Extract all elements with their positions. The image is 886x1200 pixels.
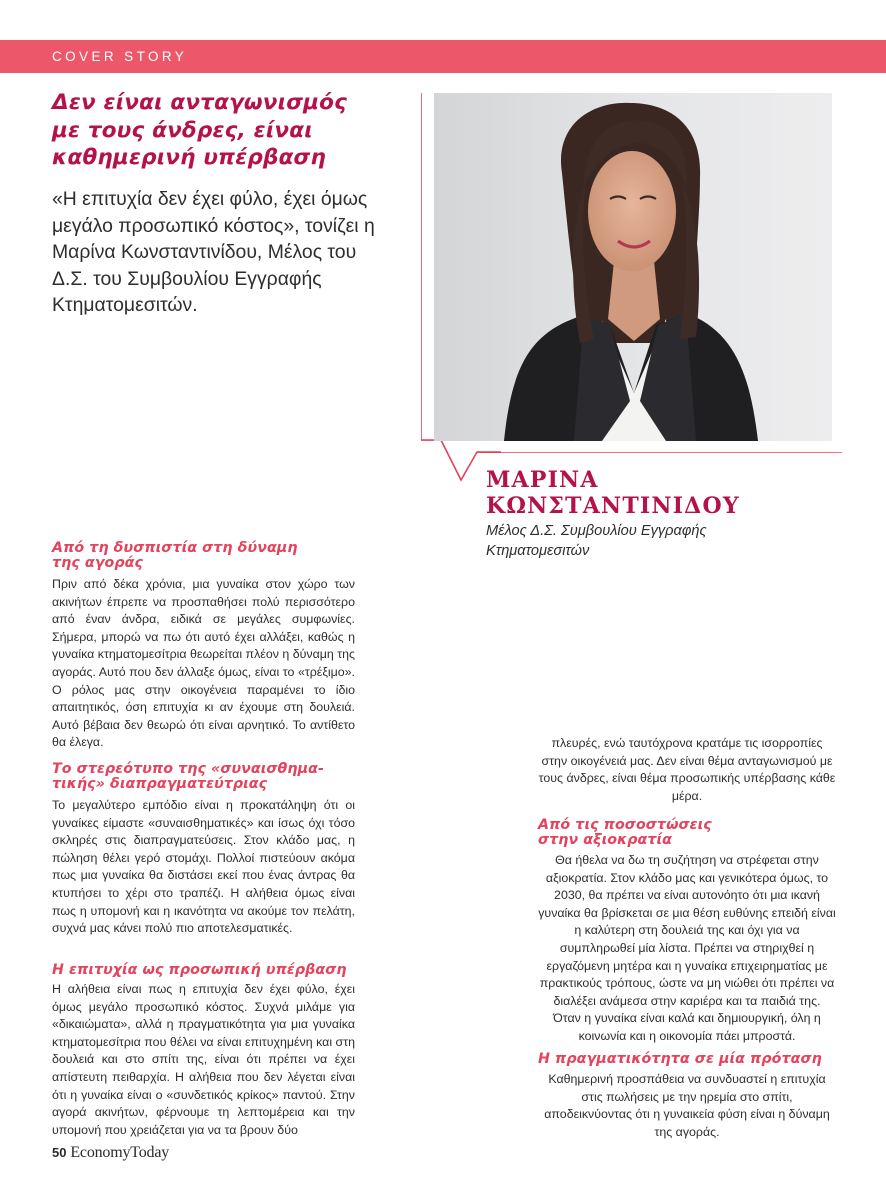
face [588,151,676,271]
headline-line: Δεν είναι ανταγωνισμός [52,90,348,115]
body-paragraph: Η αλήθεια είναι πως η επιτυχία δεν έχει φύλο, έχει όμως μεγάλο προσωπικό κόστος. Συχνά μιλάμε για «δικαιώματα», αλλά η πραγματικότητα για μια γυναίκα κτηματομεσίτρια που θέλει να είναι επιτυχημένη και στη δουλειά και στο σπίτι της, είναι ότι πρέπει να έχει απίστευτη πειθαρχία. Η αλήθεια που δεν λέγεται είναι ότι η γυναίκα είναι ο «συνδετικός κρίκος» παντού. Στην αγορά ακινήτων, φέρνουμε τη λεπτομέρεια και την υπομονή που χρειάζεται για να τα βρουν δύο [52,982,355,1137]
profile-role-line: Μέλος Δ.Σ. Συμβουλίου Εγγραφής [486,523,707,539]
subheading [538,1052,836,1067]
profile-name [486,468,740,519]
article-lede: «Η επιτυχία δεν έχει φύλο, έχει όμως μεγάλο προσωπικό κόστος», τονίζει η Μαρίνα Κωνσταντινίδου, Μέλος του Δ.Σ. του Συμβουλίου Εγγραφής Κτηματομεσιτών. [52,188,375,316]
body-paragraph: Πριν από δέκα χρόνια, μια γυναίκα στον χώρο των ακινήτων έπρεπε να προσπαθήσει πολύ περισσότερο από έναν άνδρα, ειδικά σε μεγάλες συμφωνίες. Σήμερα, μπορώ να πω ότι αυτό έχει αλλάξει, καθώς η γυναίκα κτηματομεσίτρια θεωρείται πλέον η δύναμη της αγοράς. Αυτό που δεν άλλαξε όμως, είναι το «τρέξιμο». Ο ρόλος μας στην οικογένεια παραμένει το ίδιο απαιτητικός, όση επιτυχία κι αν έχουμε στη δουλειά. Αυτό βέβαια δεν θεωρώ ότι είναι αρνητικό. Το αντίθετο θα έλεγα. [52,577,355,750]
subheading-line: Η επιτυχία ως προσωπική υπέρβαση [52,962,347,978]
subheading [538,818,836,848]
page-folio [52,1144,169,1162]
magazine-brand: EconomyToday [70,1144,170,1161]
subheading-line: στην αξιοκρατία [538,832,673,848]
subheading [52,762,362,792]
portrait-illustration [434,93,832,441]
profile-role-line: Κτηματομεσιτών [486,543,590,559]
subheading-line: της αγοράς [52,555,143,571]
article-headline [52,89,382,172]
headline-line: καθημερινή υπέρβαση [52,145,327,170]
subheading-line: Από τις ποσοστώσεις [538,817,712,833]
body-paragraph: Καθημερινή προσπάθεια να συνδυαστεί η επιτυχία στις πωλήσεις με την ηρεμία στο σπίτι, αποδεικνύοντας ότι η γυναικεία φύση είναι η δύναμη της αγοράς. [544,1072,830,1139]
body-paragraph: πλευρές, ενώ ταυτόχρονα κρατάμε τις ισορροπίες στην οικογένειά μας. Δεν είναι θέμα ανταγωνισμού με τους άνδρες, είναι θέμα προσωπικής υπέρβασης κάθε μέρα. [538,736,836,803]
headline-line: με τους άνδρες, είναι [52,117,313,143]
section-band [0,40,886,73]
subheading [52,963,372,978]
subheading-line: Η πραγματικότητα σε μία πρόταση [538,1051,822,1067]
body-paragraph: Θα ήθελα να δω τη συζήτηση να στρέφεται στην αξιοκρατία. Στον κλάδο μας και γενικότερα όμως, το 2030, θα πρέπει να είναι αυτονόητο ότι μια ικανή γυναίκα θα βρίσκεται σε μια θέση ευθύνης επειδή είναι η καλύτερη στη δουλειά της και όχι για να συμπληρωθεί μία λίστα. Πρέπει να στηριχθεί η εργαζόμενη μητέρα και η γυναίκα επιχειρηματίας με πρακτικούς τρόπους, ώστε να μη νιώθει ότι πρέπει να διαλέξει ανάμεσα στην καριέρα και τα παιδιά της. Όταν η γυναίκα είναι καλά και δημιουργική, όλη η κοινωνία και η οικονομία πάει μπροστά. [538,853,836,1043]
subheading-line: Από τη δυσπιστία στη δύναμη [52,540,298,556]
page-number: 50 [52,1145,67,1160]
profile-name-first: ΜΑΡΙΝΑ [486,467,599,493]
profile-role [486,521,786,561]
subheading [52,541,372,571]
section-kicker: COVER STORY [52,49,188,64]
portrait-photo [434,93,832,441]
subheading-line: Το στερεότυπο της «συναισθημα- [52,761,324,777]
body-paragraph: Το μεγαλύτερο εμπόδιο είναι η προκατάληψη ότι οι γυναίκες είμαστε «συναισθηματικές» και ίσως όχι τόσο σκληρές στις διαπραγματεύσεις. Στον κλάδο μας, η πώληση θέλει γερό στομάχι. Πολλοί πιστεύουν ακόμα πως μια γυναίκα θα διστάσει εκεί που ένας άντρας θα κτυπήσει το χέρι στο τραπέζι. Η αλήθεια όμως είναι πως η υπομονή και η ικανότητα να ακούμε τον πελάτη, συχνά μας κάνει πολύ πιο αποτελεσματικές. [52,798,355,936]
profile-name-last: ΚΩΝΣΤΑΝΤΙΝΙΔΟΥ [486,492,740,519]
subheading-line: τικής» διαπραγματεύτριας [52,776,268,792]
